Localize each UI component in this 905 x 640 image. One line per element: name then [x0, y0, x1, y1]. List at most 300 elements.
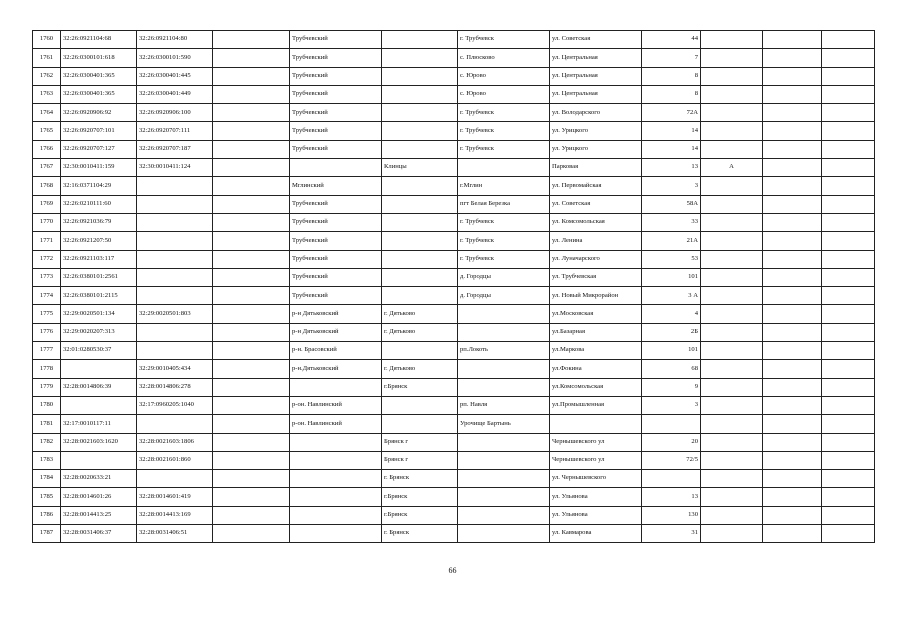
letter-cell: [701, 396, 763, 414]
locality-cell: [458, 305, 550, 323]
extra-cell: [213, 506, 290, 524]
locality-cell: г. Трубчевск: [458, 104, 550, 122]
cadastral-number-cell: 32:26:0380101:2561: [61, 268, 137, 286]
letter-cell: [701, 525, 763, 543]
letter-cell: [701, 470, 763, 488]
table-row: [33, 451, 875, 469]
letter-cell: [701, 49, 763, 67]
cadastral-number-cell: 32:16:0371104:29: [61, 177, 137, 195]
extra-cell: [213, 31, 290, 49]
extra-cell: [213, 396, 290, 414]
letter-cell: [701, 232, 763, 250]
street-cell: ул. Володарского: [550, 104, 642, 122]
table-row: [33, 140, 875, 158]
cadastral-number-cell: [61, 396, 137, 414]
object-cadastral-number-cell: [137, 232, 213, 250]
house-cell: 33: [642, 213, 701, 231]
cadastral-number-cell: [61, 360, 137, 378]
street-cell: ул.Фокина: [550, 360, 642, 378]
house-cell: 72/5: [642, 451, 701, 469]
district-cell: [290, 506, 382, 524]
object-cadastral-number-cell: [137, 177, 213, 195]
page-number: 66: [448, 566, 457, 575]
cadastral-number-cell: 32:26:0921104:68: [61, 31, 137, 49]
locality-cell: [458, 433, 550, 451]
note-cell: [763, 488, 822, 506]
letter-cell: [701, 104, 763, 122]
city-cell: [382, 104, 458, 122]
locality-cell: д. Городцы: [458, 287, 550, 305]
district-cell: Трубчевский: [290, 67, 382, 85]
city-cell: [382, 287, 458, 305]
letter-cell: [701, 378, 763, 396]
cadastral-number-cell: 32:30:0010411:159: [61, 159, 137, 177]
district-cell: [290, 470, 382, 488]
object-cadastral-number-cell: 32:28:0014601:419: [137, 488, 213, 506]
district-cell: р-н. Брасовский: [290, 342, 382, 360]
table-row: [33, 31, 875, 49]
cadastral-number-cell: 32:26:0921103:117: [61, 250, 137, 268]
extra-cell-2: [822, 433, 875, 451]
letter-cell: [701, 305, 763, 323]
table-row: [33, 323, 875, 341]
table-row: [33, 195, 875, 213]
city-cell: Брянск г: [382, 433, 458, 451]
note-cell: [763, 49, 822, 67]
extra-cell: [213, 525, 290, 543]
district-cell: Трубчевский: [290, 287, 382, 305]
row-number-cell: 1772: [33, 250, 61, 268]
city-cell: Клинцы: [382, 159, 458, 177]
locality-cell: г. Трубчевск: [458, 250, 550, 268]
cadastral-number-cell: 32:26:0920707:127: [61, 140, 137, 158]
table-row: [33, 67, 875, 85]
city-cell: [382, 49, 458, 67]
house-cell: 13: [642, 159, 701, 177]
row-number-cell: 1773: [33, 268, 61, 286]
cadastral-number-cell: 32:26:0920906:92: [61, 104, 137, 122]
house-cell: 7: [642, 49, 701, 67]
locality-cell: рп.Локоть: [458, 342, 550, 360]
extra-cell-2: [822, 232, 875, 250]
object-cadastral-number-cell: 32:28:0031406:51: [137, 525, 213, 543]
cadastral-number-cell: [61, 451, 137, 469]
cadastral-number-cell: 32:26:0210111:60: [61, 195, 137, 213]
street-cell: ул. Центральная: [550, 67, 642, 85]
table-row: [33, 525, 875, 543]
note-cell: [763, 67, 822, 85]
letter-cell: А: [701, 159, 763, 177]
house-cell: 31: [642, 525, 701, 543]
street-cell: Парковая: [550, 159, 642, 177]
note-cell: [763, 159, 822, 177]
row-number-cell: 1761: [33, 49, 61, 67]
district-cell: р-н.Дятьковский: [290, 360, 382, 378]
note-cell: [763, 213, 822, 231]
locality-cell: г. Трубчевск: [458, 232, 550, 250]
house-cell: 8: [642, 67, 701, 85]
city-cell: [382, 250, 458, 268]
note-cell: [763, 525, 822, 543]
house-cell: 14: [642, 140, 701, 158]
letter-cell: [701, 177, 763, 195]
extra-cell-2: [822, 378, 875, 396]
object-cadastral-number-cell: [137, 470, 213, 488]
note-cell: [763, 506, 822, 524]
street-cell: ул. Первомайская: [550, 177, 642, 195]
object-cadastral-number-cell: 32:26:0920707:187: [137, 140, 213, 158]
table-row: [33, 122, 875, 140]
district-cell: Трубчевский: [290, 122, 382, 140]
note-cell: [763, 323, 822, 341]
house-cell: 3 А: [642, 287, 701, 305]
locality-cell: Урочище Бартынь: [458, 415, 550, 433]
extra-cell-2: [822, 342, 875, 360]
row-number-cell: 1787: [33, 525, 61, 543]
district-cell: Трубчевский: [290, 104, 382, 122]
object-cadastral-number-cell: 32:28:0021601:860: [137, 451, 213, 469]
note-cell: [763, 177, 822, 195]
house-cell: 101: [642, 268, 701, 286]
street-cell: ул. Центральная: [550, 49, 642, 67]
locality-cell: [458, 159, 550, 177]
house-cell: 2Б: [642, 323, 701, 341]
district-cell: Трубчевский: [290, 31, 382, 49]
letter-cell: [701, 433, 763, 451]
city-cell: Брянск г: [382, 451, 458, 469]
table-row: [33, 305, 875, 323]
object-cadastral-number-cell: 32:26:0921104:80: [137, 31, 213, 49]
table-row: [33, 433, 875, 451]
object-cadastral-number-cell: [137, 342, 213, 360]
district-cell: р-н Дятьковский: [290, 323, 382, 341]
street-cell: [550, 415, 642, 433]
cadastral-number-cell: 32:29:0020207:313: [61, 323, 137, 341]
street-cell: ул. Центральная: [550, 85, 642, 103]
district-cell: р-он. Навлинский: [290, 415, 382, 433]
extra-cell: [213, 104, 290, 122]
city-cell: г.Брянск: [382, 506, 458, 524]
city-cell: [382, 396, 458, 414]
object-cadastral-number-cell: 32:26:0300101:590: [137, 49, 213, 67]
locality-cell: с. Плюсково: [458, 49, 550, 67]
row-number-cell: 1762: [33, 67, 61, 85]
extra-cell-2: [822, 451, 875, 469]
note-cell: [763, 268, 822, 286]
note-cell: [763, 250, 822, 268]
letter-cell: [701, 415, 763, 433]
extra-cell-2: [822, 85, 875, 103]
table-row: [33, 506, 875, 524]
house-cell: 101: [642, 342, 701, 360]
table-row: [33, 378, 875, 396]
house-cell: 8: [642, 85, 701, 103]
extra-cell: [213, 250, 290, 268]
row-number-cell: 1784: [33, 470, 61, 488]
street-cell: ул. Советская: [550, 195, 642, 213]
house-cell: 130: [642, 506, 701, 524]
house-cell: 3: [642, 177, 701, 195]
house-cell: 4: [642, 305, 701, 323]
extra-cell-2: [822, 287, 875, 305]
row-number-cell: 1783: [33, 451, 61, 469]
extra-cell: [213, 378, 290, 396]
street-cell: ул.Промышленная: [550, 396, 642, 414]
district-cell: Мглинский: [290, 177, 382, 195]
locality-cell: [458, 360, 550, 378]
note-cell: [763, 140, 822, 158]
extra-cell: [213, 232, 290, 250]
extra-cell-2: [822, 396, 875, 414]
street-cell: ул. Урицкого: [550, 122, 642, 140]
city-cell: г. Брянск: [382, 470, 458, 488]
locality-cell: [458, 488, 550, 506]
note-cell: [763, 470, 822, 488]
object-cadastral-number-cell: 32:28:0021603:1806: [137, 433, 213, 451]
table-row: [33, 250, 875, 268]
cadastral-number-cell: 32:26:0300101:618: [61, 49, 137, 67]
note-cell: [763, 433, 822, 451]
extra-cell-2: [822, 140, 875, 158]
locality-cell: пгт Белая Березка: [458, 195, 550, 213]
locality-cell: рп. Навля: [458, 396, 550, 414]
row-number-cell: 1774: [33, 287, 61, 305]
object-cadastral-number-cell: [137, 415, 213, 433]
house-cell: 9: [642, 378, 701, 396]
extra-cell-2: [822, 250, 875, 268]
district-cell: [290, 525, 382, 543]
house-cell: 72А: [642, 104, 701, 122]
table-row: [33, 488, 875, 506]
extra-cell-2: [822, 525, 875, 543]
cadastral-number-cell: 32:17:0010117:11: [61, 415, 137, 433]
extra-cell: [213, 140, 290, 158]
extra-cell: [213, 67, 290, 85]
row-number-cell: 1780: [33, 396, 61, 414]
street-cell: ул. Кавмарова: [550, 525, 642, 543]
row-number-cell: 1760: [33, 31, 61, 49]
district-cell: [290, 433, 382, 451]
extra-cell: [213, 488, 290, 506]
object-cadastral-number-cell: [137, 195, 213, 213]
object-cadastral-number-cell: 32:29:0020501:803: [137, 305, 213, 323]
street-cell: ул.Маркова: [550, 342, 642, 360]
extra-cell: [213, 433, 290, 451]
extra-cell: [213, 122, 290, 140]
object-cadastral-number-cell: [137, 323, 213, 341]
extra-cell: [213, 470, 290, 488]
object-cadastral-number-cell: [137, 287, 213, 305]
table-row: [33, 360, 875, 378]
locality-cell: [458, 525, 550, 543]
locality-cell: г.Мглин: [458, 177, 550, 195]
letter-cell: [701, 213, 763, 231]
letter-cell: [701, 488, 763, 506]
house-cell: 13: [642, 488, 701, 506]
table-row: [33, 268, 875, 286]
extra-cell-2: [822, 470, 875, 488]
row-number-cell: 1778: [33, 360, 61, 378]
table-row: [33, 415, 875, 433]
extra-cell: [213, 342, 290, 360]
extra-cell-2: [822, 268, 875, 286]
note-cell: [763, 342, 822, 360]
house-cell: 58А: [642, 195, 701, 213]
district-cell: [290, 378, 382, 396]
city-cell: г. Дятьково: [382, 323, 458, 341]
extra-cell-2: [822, 415, 875, 433]
object-cadastral-number-cell: [137, 268, 213, 286]
locality-cell: [458, 506, 550, 524]
row-number-cell: 1769: [33, 195, 61, 213]
district-cell: [290, 488, 382, 506]
extra-cell-2: [822, 213, 875, 231]
extra-cell: [213, 287, 290, 305]
extra-cell: [213, 451, 290, 469]
note-cell: [763, 378, 822, 396]
row-number-cell: 1779: [33, 378, 61, 396]
table-row: [33, 177, 875, 195]
extra-cell: [213, 85, 290, 103]
registry-table-body: [33, 31, 875, 543]
extra-cell-2: [822, 49, 875, 67]
cadastral-number-cell: 32:26:0300401:365: [61, 85, 137, 103]
row-number-cell: 1771: [33, 232, 61, 250]
cadastral-number-cell: 32:26:0300401:365: [61, 67, 137, 85]
extra-cell-2: [822, 104, 875, 122]
cadastral-number-cell: 32:28:0021603:1620: [61, 433, 137, 451]
district-cell: р-н Дятьковский: [290, 305, 382, 323]
cadastral-number-cell: 32:29:0020501:134: [61, 305, 137, 323]
locality-cell: с. Юрово: [458, 67, 550, 85]
cadastral-number-cell: 32:28:0014601:26: [61, 488, 137, 506]
extra-cell-2: [822, 67, 875, 85]
locality-cell: г. Трубчевск: [458, 122, 550, 140]
table-row: [33, 470, 875, 488]
cadastral-number-cell: 32:28:0031406:37: [61, 525, 137, 543]
object-cadastral-number-cell: 32:26:0300401:445: [137, 67, 213, 85]
house-cell: 21А: [642, 232, 701, 250]
extra-cell: [213, 415, 290, 433]
extra-cell-2: [822, 506, 875, 524]
district-cell: Трубчевский: [290, 195, 382, 213]
street-cell: ул. Комсомольская: [550, 213, 642, 231]
row-number-cell: 1776: [33, 323, 61, 341]
city-cell: [382, 232, 458, 250]
city-cell: [382, 268, 458, 286]
note-cell: [763, 122, 822, 140]
row-number-cell: 1764: [33, 104, 61, 122]
letter-cell: [701, 287, 763, 305]
street-cell: Чернышевского ул: [550, 451, 642, 469]
house-cell: 14: [642, 122, 701, 140]
extra-cell: [213, 213, 290, 231]
note-cell: [763, 195, 822, 213]
letter-cell: [701, 323, 763, 341]
letter-cell: [701, 342, 763, 360]
extra-cell: [213, 177, 290, 195]
city-cell: г. Брянск: [382, 525, 458, 543]
district-cell: Трубчевский: [290, 140, 382, 158]
table-row: [33, 396, 875, 414]
property-registry-table: [32, 30, 875, 543]
object-cadastral-number-cell: 32:29:0010405:434: [137, 360, 213, 378]
note-cell: [763, 360, 822, 378]
city-cell: г.Брянск: [382, 488, 458, 506]
letter-cell: [701, 67, 763, 85]
table-row: [33, 104, 875, 122]
cadastral-number-cell: 32:26:0921036:79: [61, 213, 137, 231]
house-cell: 53: [642, 250, 701, 268]
object-cadastral-number-cell: 32:26:0920707:111: [137, 122, 213, 140]
row-number-cell: 1766: [33, 140, 61, 158]
row-number-cell: 1770: [33, 213, 61, 231]
note-cell: [763, 415, 822, 433]
table-row: [33, 159, 875, 177]
cadastral-number-cell: 32:28:0014413:25: [61, 506, 137, 524]
row-number-cell: 1782: [33, 433, 61, 451]
extra-cell: [213, 305, 290, 323]
street-cell: ул. Чернышевского: [550, 470, 642, 488]
district-cell: Трубчевский: [290, 232, 382, 250]
extra-cell-2: [822, 31, 875, 49]
extra-cell: [213, 323, 290, 341]
extra-cell-2: [822, 488, 875, 506]
note-cell: [763, 287, 822, 305]
note-cell: [763, 85, 822, 103]
note-cell: [763, 396, 822, 414]
district-cell: Трубчевский: [290, 250, 382, 268]
row-number-cell: 1786: [33, 506, 61, 524]
district-cell: р-он. Навлинский: [290, 396, 382, 414]
object-cadastral-number-cell: 32:30:0010411:124: [137, 159, 213, 177]
street-cell: ул. Урицкого: [550, 140, 642, 158]
street-cell: ул. Луначарского: [550, 250, 642, 268]
street-cell: ул. Ульянова: [550, 506, 642, 524]
city-cell: [382, 122, 458, 140]
district-cell: Трубчевский: [290, 268, 382, 286]
district-cell: Трубчевский: [290, 213, 382, 231]
letter-cell: [701, 451, 763, 469]
street-cell: ул. Трубчевская: [550, 268, 642, 286]
letter-cell: [701, 122, 763, 140]
note-cell: [763, 31, 822, 49]
district-cell: Трубчевский: [290, 49, 382, 67]
note-cell: [763, 104, 822, 122]
district-cell: [290, 451, 382, 469]
table-row: [33, 49, 875, 67]
street-cell: ул.Базарная: [550, 323, 642, 341]
table-row: [33, 287, 875, 305]
city-cell: г.Брянск: [382, 378, 458, 396]
row-number-cell: 1768: [33, 177, 61, 195]
letter-cell: [701, 140, 763, 158]
extra-cell-2: [822, 305, 875, 323]
letter-cell: [701, 360, 763, 378]
house-cell: 20: [642, 433, 701, 451]
extra-cell-2: [822, 159, 875, 177]
city-cell: [382, 415, 458, 433]
cadastral-number-cell: 32:26:0380101:2115: [61, 287, 137, 305]
locality-cell: г. Трубчевск: [458, 213, 550, 231]
city-cell: [382, 177, 458, 195]
letter-cell: [701, 195, 763, 213]
street-cell: ул. Новый Микрорайон: [550, 287, 642, 305]
city-cell: [382, 140, 458, 158]
extra-cell: [213, 268, 290, 286]
letter-cell: [701, 268, 763, 286]
city-cell: [382, 85, 458, 103]
